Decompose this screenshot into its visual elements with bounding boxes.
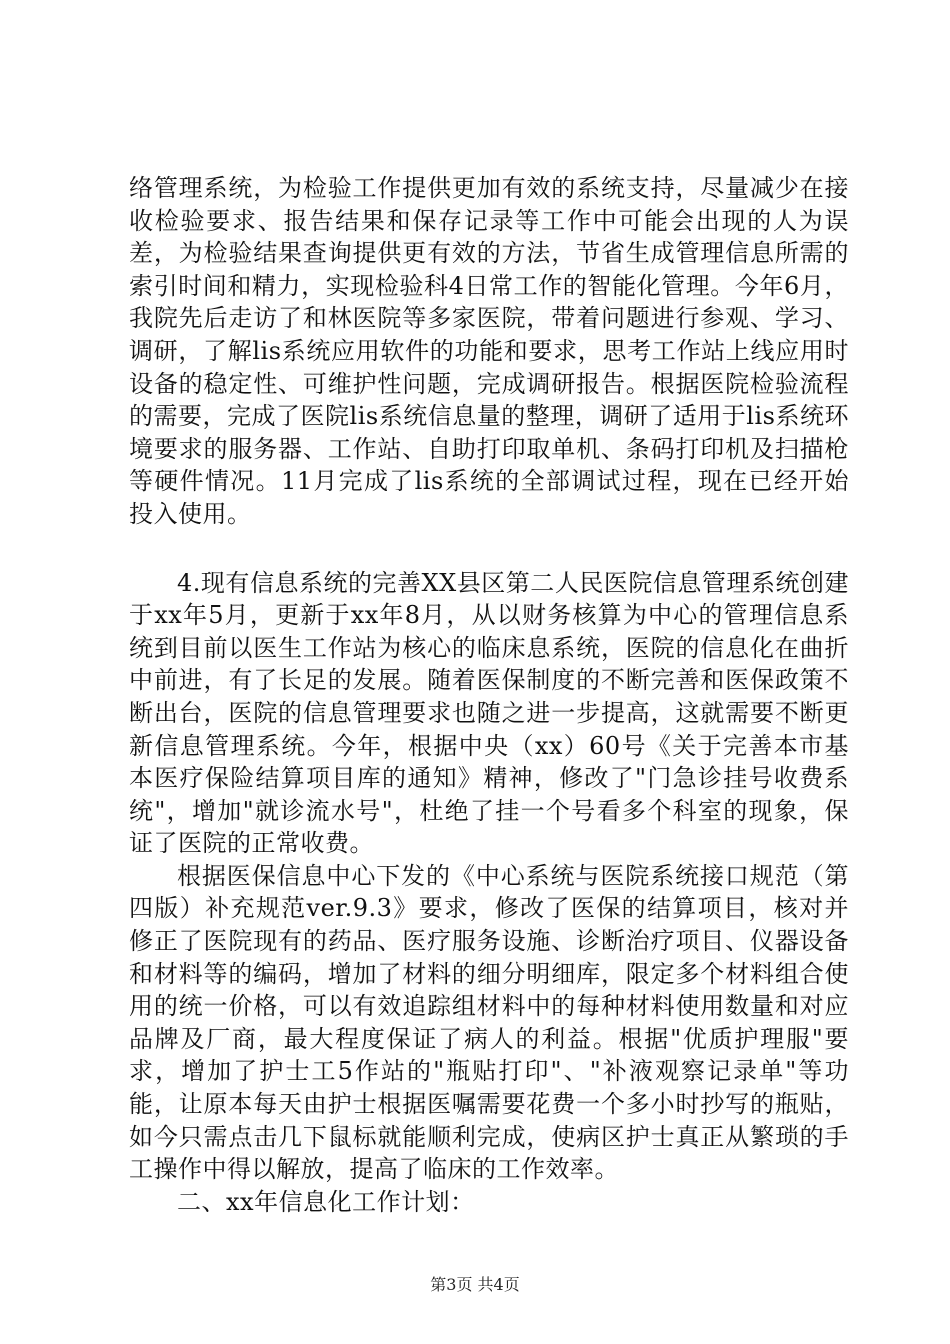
- paragraph-gap: [129, 531, 849, 567]
- paragraph-lis-system: 络管理系统，为检验工作提供更加有效的系统支持，尽量减少在接收检验要求、报告结果和保存记录等工作中可能会出现的人为误差，为检验结果查询提供更有效的方法，节省生成管理信息所需的索引时间和精力，实现检验科4日常工作的智能化管理。今年6月，我院先后走访了和林医院等多家医院，带着问题进行参观、学习、调研，了解lis系统应用软件的功能和要求，思考工作站上线应用时设备的稳定性、可维护性问题，完成调研报告。根据医院检验流程的需要，完成了医院lis系统信息量的整理，调研了适用于lis系统环境要求的服务器、工作站、自助打印取单机、条码打印机及扫描枪等硬件情况。11月完成了lis系统的全部调试过程，现在已经开始投入使用。: [129, 174, 849, 528]
- document-body: [129, 172, 849, 1218]
- paragraph-insurance-interface: 根据医保信息中心下发的《中心系统与医院系统接口规范（第四版）补充规范ver.9.3》要求，修改了医保的结算项目，核对并修正了医院现有的药品、医疗服务设施、诊断治疗项目、仪器设备和材料等的编码，增加了材料的细分明细库，限定多个材料组合使用的统一价格，可以有效追踪组材料中的每种材料使用数量和对应品牌及厂商，最大程度保证了病人的利益。根据"优质护理服"要求，增加了护士工5作站的"瓶贴打印"、"补液观察记录单"等功能，让原本每天由护士根据医嘱需要花费一个多小时抄写的瓶贴，如今只需点击几下鼠标就能顺利完成，使病区护士真正从繁琐的手工操作中得以解放，提高了临床的工作效率。: [129, 861, 849, 1184]
- paragraph-system-improvement: 4.现有信息系统的完善XX县区第二人民医院信息管理系统创建于xx年5月，更新于xx年8月，从以财务核算为中心的管理信息系统到目前以医生工作站为核心的临床息系统，医院的信息化在曲折中前进，有了长足的发展。随着医保制度的不断完善和医保政策不断出台，医院的信息管理要求也随之进一步提高，这就需要不断更新信息管理系统。今年，根据中央（xx）60号《关于完善本市基本医疗保险结算项目库的通知》精神，修改了"门急诊挂号收费系统"，增加"就诊流水号"，杜绝了挂一个号看多个科室的现象，保证了医院的正常收费。: [129, 568, 849, 858]
- section-heading-work-plan: 二、xx年信息化工作计划：: [177, 1187, 475, 1216]
- page-number-footer: 第3页 共4页: [430, 1275, 520, 1294]
